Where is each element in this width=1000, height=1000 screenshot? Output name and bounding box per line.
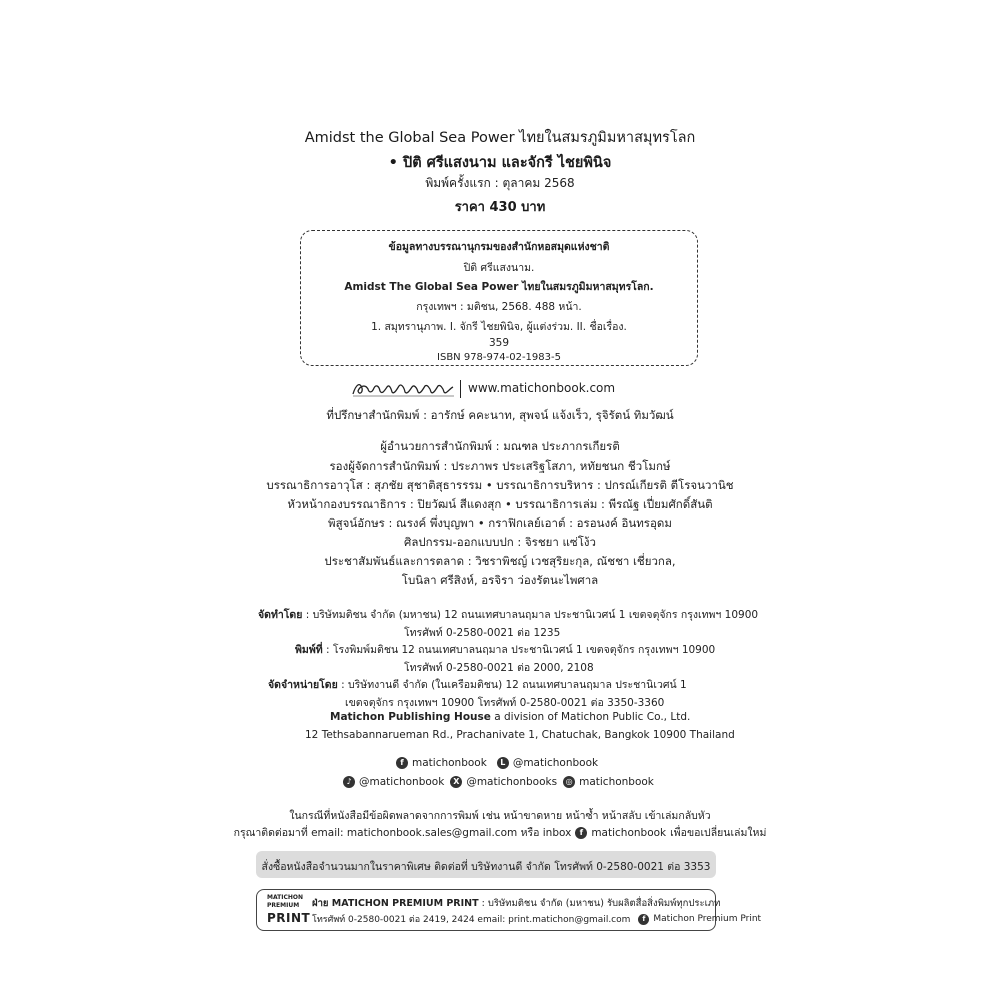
distributed-by-address: เขตจตุจักร กรุงเทพฯ 10900 โทรศัพท์ 0-2580-0021 ต่อ 3350-3360 (345, 697, 665, 709)
credit-advisors: ที่ปรึกษาสำนักพิมพ์ : อารักษ์ คคะนาท, สุพจน์ แจ้งเร็ว, รุจิรัตน์ ทิมวัฒน์ (326, 408, 674, 422)
produced-by (258, 606, 758, 623)
produced-by-phone: โทรศัพท์ 0-2580-0021 ต่อ 1235 (404, 627, 561, 639)
defect-notice-line1: ในกรณีที่หนังสือมีข้อผิดพลาดจากการพิมพ์ เช่น หน้าขาดหาย หน้าซ้ำ หน้าสลับ เข้าเล่มกลับหัว (289, 810, 711, 822)
instagram-icon: ◎ (563, 776, 575, 788)
social-row-2 (343, 776, 654, 788)
logo-divider (460, 380, 461, 398)
distributed-by (268, 676, 687, 693)
credit-marketing-cont: โบนิลา ศรีสิงห์, อรจิรา ว่องรัตนะไพศาล (401, 573, 599, 587)
premium-print-line1 (312, 896, 720, 911)
line-handle[interactable]: @matichonbook (512, 757, 599, 769)
publisher-logo-row (350, 378, 650, 400)
publisher-address-en: 12 Tethsabannarueman Rd., Prachanivate 1, Chatuchak, Bangkok 10900 Thailand (305, 729, 735, 741)
defect-notice-handle[interactable]: matichonbook (591, 826, 667, 839)
publishing-house-name: Matichon Publishing House (330, 711, 491, 723)
credit-deputy-manager: รองผู้จัดการสำนักพิมพ์ : ประภาพร ประเสริฐโสภา, หทัยชนก ชีวโมกษ์ (329, 459, 671, 473)
matichon-signature-logo (350, 378, 456, 400)
premium-print-line2 (312, 912, 761, 926)
produced-by-label: จัดทำโดย (258, 609, 303, 621)
defect-notice-line2 (200, 824, 800, 841)
line-icon: L (497, 757, 509, 769)
facebook-icon: f (396, 757, 408, 769)
printed-at (295, 641, 715, 658)
publishing-house-division: a division of Matichon Public Co., Ltd. (490, 711, 691, 723)
cip-title: Amidst The Global Sea Power ไทยในสมรภูมิมหาสมุทรโลก. (344, 281, 654, 293)
book-authors: • ปิติ ศรีแสงนาม และจักรี ไชยพินิจ (388, 155, 612, 171)
publishing-house (330, 711, 690, 723)
facebook-icon: f (575, 827, 587, 839)
premium-print-facebook[interactable]: Matichon Premium Print (653, 914, 762, 924)
cip-data-box (300, 230, 698, 366)
bulk-order-bar (256, 851, 716, 878)
cip-isbn: ISBN 978-974-02-1983-5 (437, 352, 561, 363)
premium-print-logo: MATICHON PREMIUM PRINT (267, 894, 311, 925)
cip-class-number: 359 (488, 337, 510, 349)
book-price: ราคา 430 บาท (454, 200, 546, 215)
credit-proof-layout: พิสูจน์อักษร : ณรงค์ พึ่งบุญพา • กราฟิกเลย์เอาต์ : อรอนงค์ อินทรอุดม (328, 516, 672, 530)
premium-print-dept: ฝ่าย MATICHON PREMIUM PRINT (312, 898, 479, 909)
tiktok-icon: ♪ (343, 776, 355, 788)
credit-chief-editors: หัวหน้ากองบรรณาธิการ : ปิยวัฒน์ สีแดงสุก • บรรณาธิการเล่ม : พีรณัฐ เปี่ยมศักดิ์สันติ (287, 497, 713, 511)
x-handle[interactable]: @matichonbooks (466, 776, 558, 788)
cip-subjects: 1. สมุทรานุภาพ. I. จักรี ไชยพินิจ, ผู้แต่งร่วม. II. ชื่อเรื่อง. (371, 321, 627, 333)
premium-print-desc: : บริษัทมติชน จำกัด (มหาชน) รับผลิตสื่อสิ่งพิมพ์ทุกประเภท (478, 898, 721, 909)
cip-imprint: กรุงเทพฯ : มติชน, 2568. 488 หน้า. (416, 301, 582, 313)
cip-heading: ข้อมูลทางบรรณานุกรมของสำนักหอสมุดแห่งชาติ (388, 241, 610, 253)
distributed-by-label: จัดจำหน่ายโดย (268, 679, 338, 691)
produced-by-text: : บริษัทมติชน จำกัด (มหาชน) 12 ถนนเทศบาลนฤมาล ประชานิเวศน์ 1 เขตจตุจักร กรุงเทพฯ 10900 (305, 609, 759, 621)
facebook-icon: f (638, 914, 649, 925)
printed-at-label: พิมพ์ที่ (295, 644, 323, 656)
social-row-1 (396, 757, 598, 769)
instagram-handle[interactable]: matichonbook (579, 776, 654, 788)
website-link[interactable]: www.matichonbook.com (468, 381, 616, 395)
defect-notice-contact: กรุณาติดต่อมาที่ email: matichonbook.sales@gmail.com หรือ inbox (233, 827, 572, 839)
facebook-handle[interactable]: matichonbook (412, 757, 487, 769)
credit-cover-design: ศิลปกรรม-ออกแบบปก : จิรชยา แซ่โง้ว (404, 535, 596, 549)
premium-print-box (256, 889, 762, 931)
x-icon: X (450, 776, 462, 788)
distributed-by-text: : บริษัทงานดี จำกัด (ในเครือมติชน) 12 ถนนเทศบาลนฤมาล ประชานิเวศน์ 1 (341, 679, 687, 691)
cip-author: ปิติ ศรีแสงนาม. (463, 262, 535, 274)
credit-editors: บรรณาธิการอาวุโส : สุภชัย สุชาติสุธารรรม • บรรณาธิการบริหาร : ปกรณ์เกียรติ ตีโรจนวานิช (266, 478, 734, 492)
printed-at-text: : โรงพิมพ์มติชน 12 ถนนเทศบาลนฤมาล ประชานิเวศน์ 1 เขตจตุจักร กรุงเทพฯ 10900 (326, 644, 716, 656)
print-date: พิมพ์ครั้งแรก : ตุลาคม 2568 (425, 176, 575, 190)
tiktok-handle[interactable]: @matichonbook (359, 776, 445, 788)
premium-print-contact: โทรศัพท์ 0-2580-0021 ต่อ 2419, 2424 email: print.matichon@gmail.com (312, 915, 631, 925)
printed-at-phone: โทรศัพท์ 0-2580-0021 ต่อ 2000, 2108 (404, 662, 594, 674)
book-title: Amidst the Global Sea Power ไทยในสมรภูมิมหาสมุทรโลก (304, 130, 696, 146)
credit-director: ผู้อำนวยการสำนักพิมพ์ : มณฑล ประภากรเกียรติ (380, 439, 620, 453)
credit-marketing: ประชาสัมพันธ์และการตลาด : วิชราพิชญ์ เวชสุริยะกุล, ณัชชา เชี่ยวกล, (324, 554, 676, 568)
defect-notice-end: เพื่อขอเปลี่ยนเล่มใหม่ (670, 827, 767, 839)
bulk-order-text: สั่งซื้อหนังสือจำนวนมากในราคาพิเศษ ติดต่อที่ บริษัทงานดี จำกัด โทรศัพท์ 0-2580-0021 ต่อ 3353 (261, 861, 711, 873)
